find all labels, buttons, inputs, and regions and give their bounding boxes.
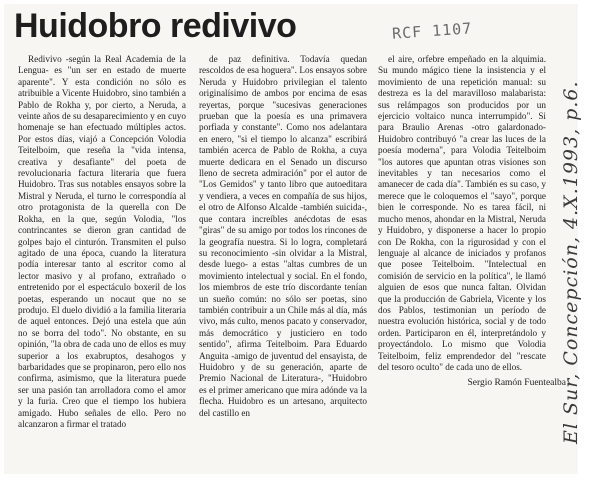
article-column-2 xyxy=(199,54,367,462)
column-3-text: el aire, orfebre empeñado en la alquimia. Su mundo mágico tiene la insistencia y el movimiento de una repetición manual: su destreza es la del maravilloso malabarista: sus relámpagos son producidos por un ejercicio voltaico nunca interrumpido". Si para Braulio Arenas -otro galardonado- Huidobro contribuyó "a crear las luces de la poesía moderna", para Volodia Teitelboim "los autores que apuntan otras visiones son inevitables y tan necesarios como el amanecer de cada día". También es su caso, y merece que le coloquemos el "sayo", porque bien le corresponde. No es tarea fácil, ni mucho menos, ahondar en la Mistral, Neruda y Huidobro, y disponerse a hacer lo propio con De Rokha, con la rigurosidad y con el lenguaje al alcance de iniciados y profanos que posee Teitelboim. "Intelectual en comisión de servicio en la política", le llamó alguien de esos que nunca faltan. Olvidan que la producción de Gabriela, Vicente y los dos Pablos, testimonian un período de nuestra evolución histórica, social y de todo orden. Participaron en él, interpretándolo y proyectándolo. Lo mismo que Volodia Teitelboim, feliz emprendedor del "rescate del tesoro oculto" de cada uno de ellos. xyxy=(378,54,546,372)
article-title: Huidobro redivivo xyxy=(14,7,297,45)
author-signature: Sergio Ramón Fuentealba xyxy=(467,378,566,388)
column-1-text: Redivivo -según la Real Academia de la Lengua- es "un ser en estado de muerte aparente". Y esta condición no sólo es atribuible a Vicente Huidobro, sino también a Pablo de Rokha y, por cierto, a Neruda, a veinte años de su desaparecimiento y en cuyo homenaje se han efectuado múltiples actos. Por estos días, viajó a Concepción Volodia Teitelboim, que reseña la "vida intensa, creativa y desafiante" del poeta de revolucionaria factura literaria que fuera Huidobro. Tras sus notables ensayos sobre la Mistral y Neruda, el turno le correspondía al otro protagonista de la querella con De Rokha, en la que, según Volodia, "los contrincantes se dieron gran cantidad de golpes bajo el cinturón. Transmiten el pulso agitado de una época, cuando la literatura podía interesar tanto al escritor como al lector masivo y al profano, extrañado o entretenido por el espectáculo boxeril de los poetas, esperando un nocaut que no se produjo. El duelo dividió a la familia literaria de aquel entonces. Dejó una estela que aún no se borra del todo". No obstante, en su opinión, "la obra de cada uno de ellos es muy superior a los exabruptos, desahogos y barbaridades que se propinaron, pero ello nos confirma, asimismo, que la literatura puede ser una pasión tan arrolladora como el amor y la furia. Creo que el tiempo los hubiera amigado. Hubo señales de ello. Pero no alcanzaron a firmar el tratado xyxy=(18,54,186,429)
handwritten-source-note: El Sur, Concepción, 4.X.1993, p.6. xyxy=(560,80,582,444)
article-column-1 xyxy=(18,54,186,462)
column-2-text: de paz definitiva. Todavía quedan rescoldos de esa hoguera". Los ensayos sobre Neruda y Huidobro privilegian el talento originalísimo de ambos por encima de esas reyertas, porque "sucesivas generaciones prueban que la poesía es una primavera porfiada y constante". Como nos adelantara en enero, "si el tiempo lo alcanza" escribirá también acerca de Pablo de Rokha, a cuya muerte dedicara en el Senado un discurso lleno de secreta admiración" por el autor de "Los Gemidos" y tanto libro que autoeditara y vendiera, a veces en compañía de sus hijos, el otro de Alfonso Alcalde -también suicida-, que contara increíbles anécdotas de esas "giras" de su amigo por todos los rincones de la geografía nuestra. Si lo logra, completará su reconocimiento -sin olvidar a la Mistral, desde luego- a estas "altas cumbres de un movimiento intelectual y social. En el fondo, los miembros de este trío discordante tenían un sueño común: no sólo ser poetas, sino también contribuir a un Chile más al día, más vivo, más culto, menos pacato y conservador, más democrático y justiciero en todo sentido", afirma Teitelboim. Para Eduardo Anguita -amigo de juventud del ensayista, de Huidobro y de su generación, aparte de Premio Nacional de Literatura-, "Huidobro es el primer americano que mira adónde va la flecha. Huidobro es un artesano, arquitecto del castillo en xyxy=(199,54,367,418)
archive-stamp: RCF 1107 xyxy=(391,19,473,43)
article-column-3 xyxy=(378,54,546,376)
